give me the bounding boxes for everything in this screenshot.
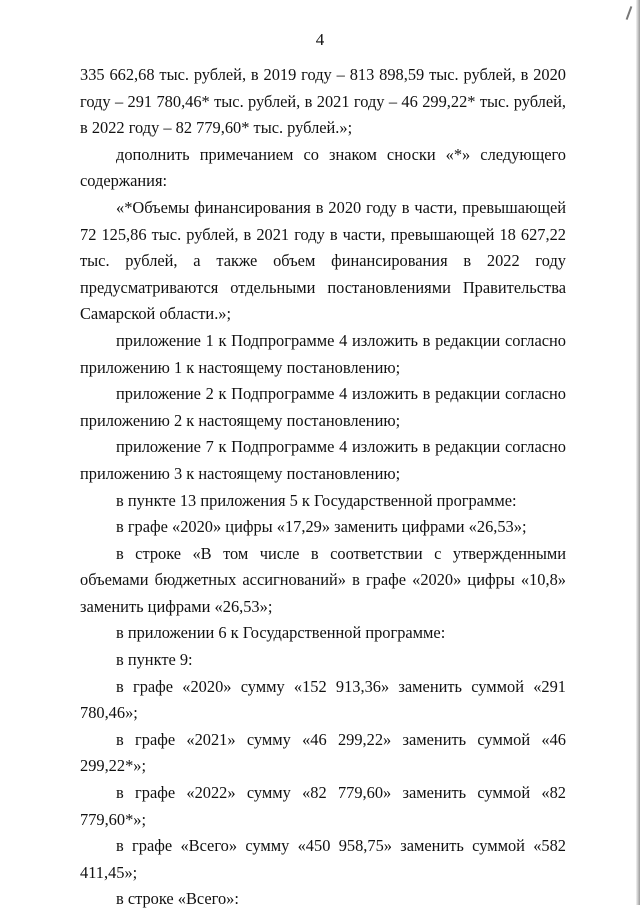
paragraph-footnote-intro: дополнить примечанием со знаком сноски «*» следующего содержания: bbox=[80, 144, 566, 191]
paragraph-column-2020-digits: в графе «2020» цифры «17,29» заменить цифрами «26,53»; bbox=[116, 517, 527, 537]
paragraph-column-2020-sum: в графе «2020» сумму «152 913,36» заменить суммой «291 780,46»; bbox=[80, 676, 566, 723]
paragraph-appendix-6: в приложении 6 к Государственной программе: bbox=[116, 623, 446, 643]
paragraph-column-2022-sum: в графе «2022» сумму «82 779,60» заменить суммой «82 779,60*»; bbox=[80, 783, 566, 829]
page-number: 4 bbox=[315, 30, 325, 49]
paragraph-amounts: 335 662,68 тыс. рублей, в 2019 году – 813 898,59 тыс. рублей, в 2020 году – 291 780,46* тыс. рублей, в 2021 году – 46 299,22* тыс. рублей, в 2022 году – 82 779,60* тыс. рублей.»; bbox=[80, 65, 566, 138]
paragraph-appendix-7: приложение 7 к Подпрограмме 4 изложить в редакции согласно приложению 3 к настоящему постановлению; bbox=[80, 437, 566, 483]
paragraph-column-2021-sum: в графе «2021» сумму «46 299,22» заменить суммой «46 299,22*»; bbox=[80, 729, 566, 776]
paragraph-appendix-1: приложение 1 к Подпрограмме 4 изложить в редакции согласно приложению 1 к настоящему постановлению; bbox=[80, 330, 566, 377]
paragraph-appendix-2: приложение 2 к Подпрограмме 4 изложить в редакции согласно приложению 2 к настоящему постановлению; bbox=[80, 384, 566, 430]
paragraph-column-total-sum: в графе «Всего» сумму «450 958,75» заменить суммой «582 411,45»; bbox=[80, 836, 566, 882]
paragraph-row-total: в строке «Всего»: bbox=[116, 889, 239, 909]
paragraph-footnote-text: «*Объемы финансирования в 2020 году в части, превышающей 72 125,86 тыс. рублей, в 2021 году в части, превышающей 18 627,22 тыс. рублей, а также объем финансирования в 2022 году предусматриваются отдельными постановлениями Правительства Самарской области.»; bbox=[80, 197, 566, 324]
paragraph-item-13: в пункте 13 приложения 5 к Государственной программе: bbox=[116, 490, 517, 510]
scan-mark bbox=[626, 6, 633, 20]
paragraph-row-approved: в строке «В том числе в соответствии с утвержденными объемами бюджетных ассигнований» в графе «2020» цифры «10,8» заменить цифрами «26,53»; bbox=[80, 543, 566, 616]
document-body bbox=[80, 62, 566, 913]
scan-edge-shadow bbox=[636, 0, 640, 905]
paragraph-item-9: в пункте 9: bbox=[116, 650, 193, 670]
